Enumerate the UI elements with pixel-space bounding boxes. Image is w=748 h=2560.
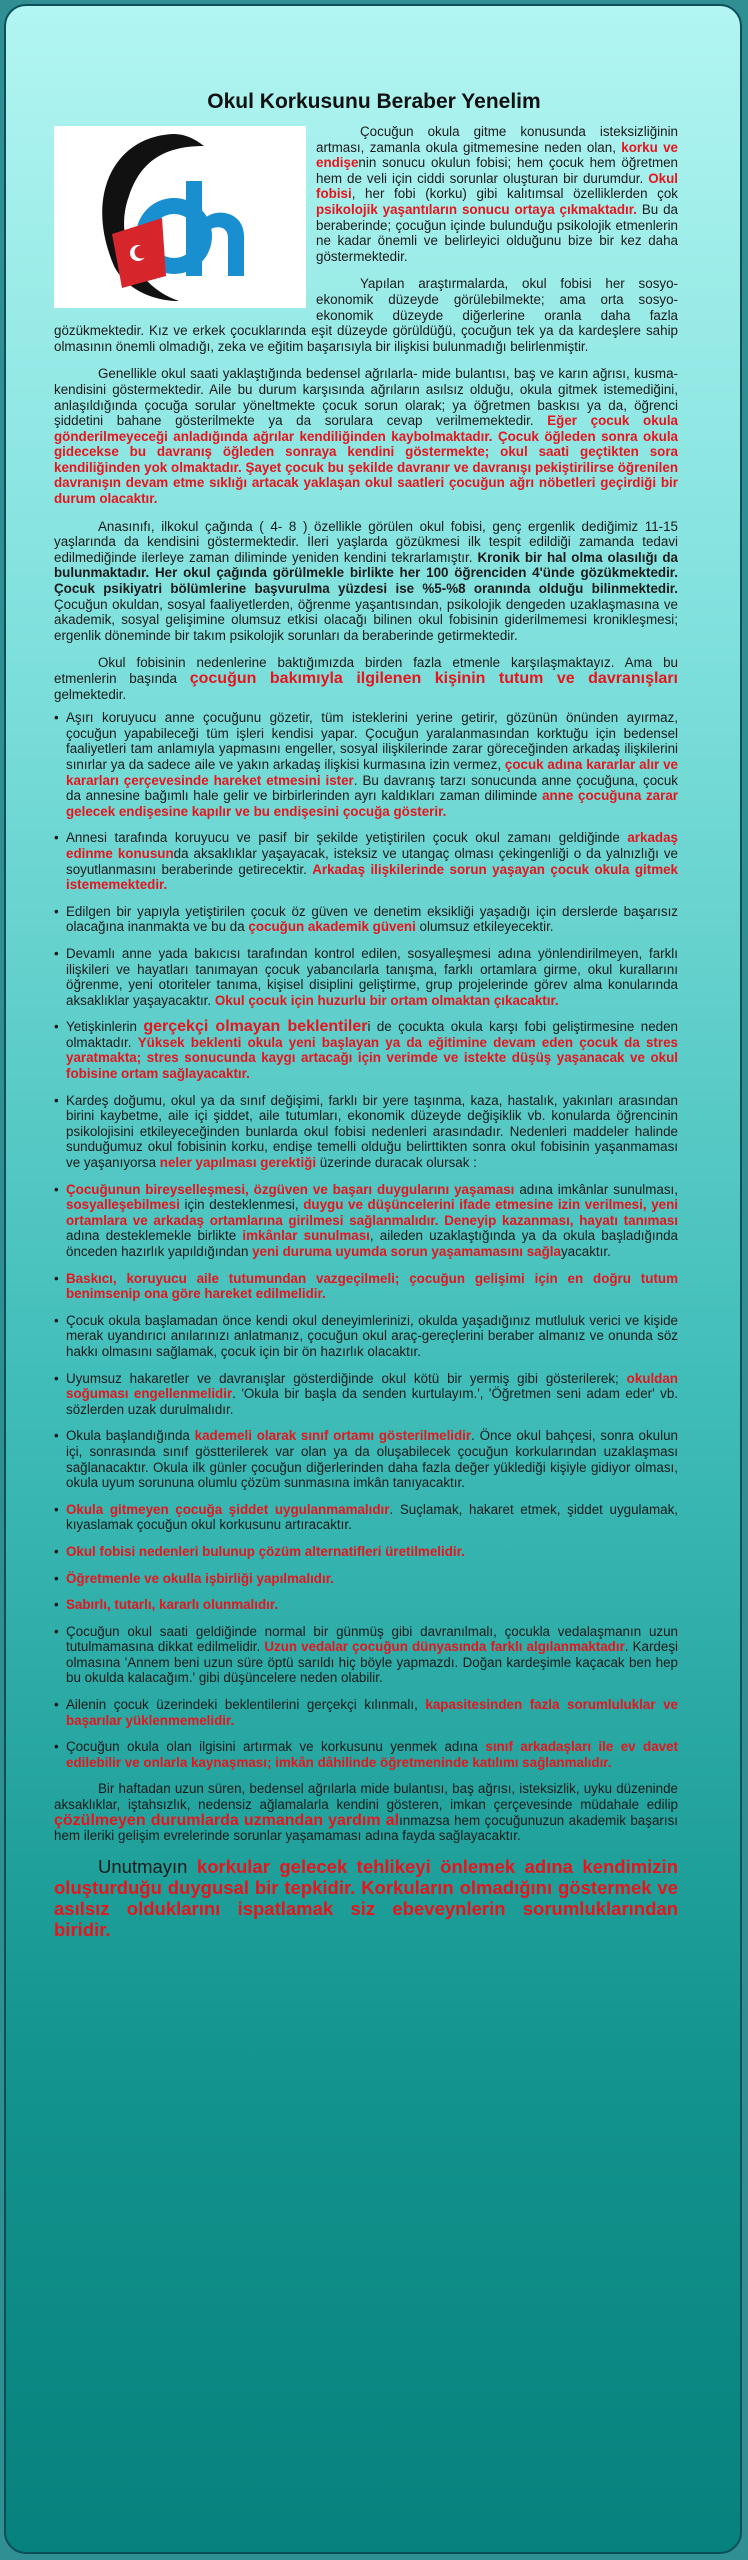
body-text: Ailenin çocuk üzerindeki beklentilerini gerçekçi kılınmalı, xyxy=(66,1697,426,1713)
highlight-text: arkadaş edinme konusun xyxy=(66,830,678,861)
body-text: Okula başlandığında xyxy=(66,1428,195,1444)
body-text: Aşırı koruyucu anne çocuğunu gözetir, tüm isteklerini yerine getirir, gözünün önünden ayırmaz, çocuğun yapabileceği tüm işleri kendisi yapar. Çocuğun yaralanmasından korktuğu için bedensel faaliyetleri tam anlamıyla yapmasını engeller, sosyal ilişkilerinde zarar göreceğinden arkadaş ilişkilerini sınırlar ya da sadece aile ve yakın arkadaş ilişkisi kurmasına izin vermez, xyxy=(66,710,678,772)
list-item xyxy=(54,904,678,935)
body-text: Çocuğun okul saati geldiğinde normal bir günmüş gibi davranılmalı, çocukla vedalaşmanın uzun tutulmamasına dikkat edilmelidir. xyxy=(66,1623,678,1655)
body-text: ınmazsa hem çocuğunuzun akademik başarısı hem ileriki gelişim evrelerinde sorunlar yaşamaması adına fayda sağlayacaktır. xyxy=(54,1812,678,1844)
body-text: nin sonucu okulun fobisi; hem çocuk hem öğretmen hem de veli için ciddi sorunlar oluşturan bir durumdur. xyxy=(316,155,678,186)
body-text: . Önce okul bahçesi, sonra okulun içi, sonrasında sınıf göstterilerek var olan ya da oluşabilecek çocuğun korkularından uzaklaşması sağlanacaktır. Okula ilk günler çocuğun diğerlerinden daha fazla değer yüklediği kişiyle gidiyor olması, okula uyum sorununa olumlu çözüm sunmasına imkân tanıyacaktır. xyxy=(66,1428,678,1491)
body-text: Devamlı anne yada bakıcısı tarafından kontrol edilen, sosyalleşmesi adına yönlendirilmeyen, farklı ilişkileri ve hayatları tanımayan çocuk yabancılarla tanışma, farklı ortamlara girme, okul kurallarını öğrenme, yeni otoriteler tanıma, kişisel disiplini geliştirme, grup projelerinde görev alma konularında aksaklıklar yaşayacaktır. xyxy=(66,945,678,1008)
list-item xyxy=(54,1597,678,1613)
body-text: Bu da beraberinde; çocuğun içinde bulunduğu psikolojik etmenlerin ne kadar önemli ve belirleyici olduğunu bize bir kez daha göstermektedir. xyxy=(316,201,678,264)
list-item xyxy=(54,1624,678,1686)
body-text: için desteklenmesi, xyxy=(179,1197,304,1213)
page-title: Okul Korkusunu Beraber Yenelim xyxy=(207,90,541,113)
highlight-text: kademeli olarak sınıf ortamı gösterilmelidir xyxy=(194,1428,472,1444)
body-text: Kronik bir hal olma olasılığı da bulunmaktadır. Her okul çağında görülmekle birlikte her 100 öğrenciden 4'ünde gözükmektedir. Çocuk psikiyatri bölümlerine başvurulma yüzdesi ise %5-%8 oranında olduğu bilinmektedir. xyxy=(54,549,678,597)
body-text: Çocuğun okula gitme konusunda isteksizliğinin artması, zamanla okula gitmemesine neden olan, xyxy=(316,124,678,155)
highlight-text: korku ve endişe xyxy=(316,139,678,171)
body-text: Uyumsuz hakaretler ve davranışlar gösterdiğinde okul kötü bir yermiş gibi gösterilerek; xyxy=(66,1370,627,1386)
highlight-text: sınıf arkadaşları ile ev davet edilebilir ve onlarla kaynaşması; imkân dâhilinde öğretmeninde katılımı sağlanmalıdır. xyxy=(66,1739,678,1770)
highlight-text: Arkadaş ilişkilerinde sorun yaşayan çocuk okula gitmek istememektedir. xyxy=(66,861,679,893)
body-text: gelmektedir. xyxy=(54,686,127,702)
body-text: . Kardeşi olmasına 'Annem beni uzun süre öptü sarıldı hiç böyle yapmazdı. Doğan kardeşimle kaçacak ben hep bu okulda kalacağım.' gibi düşüncelere neden olabilir. xyxy=(66,1639,679,1686)
highlight-text: yeni duruma uyumda sorun yaşamamasını sağla xyxy=(252,1244,561,1259)
list-item xyxy=(54,1182,678,1260)
list-item xyxy=(54,1371,678,1418)
body-text: Okul fobisinin nedenlerine baktığımızda birden fazla etmenle karşılaşmaktayız. Ama bu etmenlerin başında xyxy=(54,655,678,686)
list-item xyxy=(54,1544,678,1560)
paragraph-age xyxy=(54,519,678,644)
paragraph-causes xyxy=(54,655,678,702)
body-text: Edilgen bir yapıyla yetiştirilen çocuk öz güven ve denetim eksikliği yaşadığı için derslerde başarısız olacağına inanmakta ve bu da xyxy=(66,903,678,935)
list-item xyxy=(54,1697,678,1728)
body-text: Yapılan araştırmalarda, okul fobisi her sosyo-ekonomik düzeyde görülebilmekte; ama orta sosyo-ekonomik düzeyde diğerlerine oranla daha fazla gözükmektedir. Kız ve erkek çocuklarında eşit düzeyde görüldüğü, çocuğun tek ya da kardeşlere sahip olmasının önemli olmadığı, zeka ve eğitim başarısıyla bir ilişkisi bulunmadığı belirlenmiştir. xyxy=(54,276,678,354)
body-text: Yetişkinlerin xyxy=(66,1019,144,1035)
list-item xyxy=(54,1093,678,1171)
list-item xyxy=(54,1571,678,1587)
cause-list xyxy=(54,710,678,1770)
body-text: , her fobi (korku) gibi kalıtımsal özelliklerden çok xyxy=(351,186,678,202)
body-text: Anasınıfı, ilkokul çağında ( 4- 8 ) özellikle görülen okul fobisi, genç ergenlik dediğimiz 11-15 yaşlarında da kendisini göstermektedir. İleri yaşlarda gözükmesi ilk tespit edildiği zamanda tedavi edilmediğinde ilerleye zaman diliminde yeniden kendini tekrarlamıştır. xyxy=(54,518,678,565)
highlight-text: Okul fobisi nedenleri bulunup çözüm alternatifleri üretilmelidir. xyxy=(66,1543,465,1559)
body-text: üzerinde duracak olursak : xyxy=(316,1155,477,1171)
body-text: adına imkânlar sunulması, xyxy=(514,1181,678,1197)
highlight-text: neler yapılması gerektiği xyxy=(159,1155,317,1171)
list-item xyxy=(54,1428,678,1490)
highlight-text: Öğretmenle ve okulla işbirliği yapılmalıdır. xyxy=(66,1570,334,1586)
highlight-text: Okul çocuk için huzurlu bir ortam olmaktan çıkacaktır. xyxy=(214,992,559,1008)
body-text: Çocuğun okuldan, sosyal faaliyetlerden, öğrenme yaşantısından, psikolojik dengeden uzaklaşmasına ve akademik, sosyal gelişimine olumsuz etkisi olacağı bilinen okul fobisinin giderilmemesi kronikleşmesi; ergenlik döneminde bir takım psikolojik sorunları da beraberinde getirmektedir. xyxy=(54,596,678,643)
body-text: Çocuk okula başlamadan önce kendi okul deneyimlerinizi, okulda yaşadığınız mutluluk verici ve kişide merak uyandırıcı anılarınızı anlatmanız, çocuğun okul araç-gereçlerini beraber almanız ve onunda söz hakkı olmasını sağlamak, çocuk için bir ön hazırlık olacaktır. xyxy=(66,1312,678,1359)
highlight-text: psikolojik yaşantıların sonucu ortaya çıkmaktadır. xyxy=(316,201,637,217)
list-item xyxy=(54,946,678,1008)
highlight-text: imkânlar sunulması xyxy=(242,1228,370,1244)
highlight-text: Çocuğunun bireyselleşmesi, özgüven ve başarı duygularını yaşaması xyxy=(66,1181,515,1197)
highlight-text: Yüksek beklenti okula yeni başlayan ya da eğitimine devam eden çocuk da stres yaratmakta; stres sonucunda kaygı artacağı için verimde ve istekte düşüş yaşanacak ve okul fobisine ortam sağlayacaktır. xyxy=(66,1034,678,1082)
highlight-text: Okul fobisi xyxy=(316,170,678,202)
list-item xyxy=(54,1313,678,1360)
article-body xyxy=(54,124,678,1952)
highlight-text: kapasitesinden fazla sorumluluklar ve başarılar yüklenmemelidir. xyxy=(66,1697,678,1728)
highlight-text: duygu ve düşüncelerini ifade etmesine izin verilmesi, yeni ortamlara ve arkadaş ortamlarına girilmesi sağlanmalıdır. Deneyip kazanması, hayatı tanıması xyxy=(66,1197,678,1228)
body-text: Genellikle okul saati yaklaştığında bedensel ağrılarla- mide bulantısı, baş ve karın ağrısı, kusma- kendisini göstermektedir. Aile bu durum karşısında ağrıların asılsız olduğu, okula gitmek istemediğini, anlaşıldığında çocuğa sorular yöneltmekte çocuk sorun olarak; ya öğretmen baskısı ya da, öğrenci şiddetini bahane gösterilmekte ya da sorulara cevap verilmemektedir. xyxy=(54,366,678,429)
paragraph-conclusion xyxy=(54,1856,678,1940)
body-text: Çocuğun okula olan ilgisini artırmak ve korkusunu yenmek adına xyxy=(66,1739,486,1755)
body-text: . 'Okula bir başla da senden kurtulayım.', 'Öğretmen seni adam eder' vb. sözlerden uzak durulmalıdır. xyxy=(66,1386,678,1417)
highlight-text: Uzun vedalar çocuğun dünyasında farklı algılanmaktadır xyxy=(264,1639,625,1655)
highlight-text: okuldan soğuması engellenmelidir xyxy=(66,1370,678,1402)
body-text: Bir haftadan uzun süren, bedensel ağrılarla mide bulantısı, baş ağrısı, isteksizlik, uyku düzeninde aksaklıklar, iştahsızlık, nedensiz ağlamalarla kendini gösteren, imkan çerçevesinde müdahale edilip xyxy=(54,1781,678,1813)
highlight-text: Eğer çocuk okula gönderilmeyeceği anladığında ağrılar kendiliğinden kaybolmaktadır. Çocuk öğleden sonra okula gidecekse bu davranış öğleden sonraya kendini göstermekte; okul saati geçtikten sora kendiliğinden yok olmaktadır. Şayet çocuk bu şekilde davranır ve davranışı pekiştirilirse öğrenilen davranışın devam etme sıklığı artacak yaklaşan okul saatleri çocuğun ağrı nöbetleri geçirdiği bir durum olacaktır. xyxy=(54,413,678,507)
highlight-text: Baskıcı, koruyucu aile tutumundan vazgeçilmeli; çocuğun gelişimi için en doğru tutum benimsenip ona göre hareket edilmelidir. xyxy=(66,1270,678,1302)
body-text: , aileden uzaklaştığında ya da okula başladığında önceden hazırlık yapıldığından xyxy=(66,1228,678,1259)
logo xyxy=(54,126,306,308)
body-text: i de çocukta okula karşı fobi geliştirmesine neden olmaktadır. xyxy=(66,1019,678,1050)
highlight-text: Okula gitmeyen çocuğa şiddet uygulanmamalıdır xyxy=(66,1501,390,1517)
body-text: Kardeş doğumu, okul ya da sınıf değişimi, farklı bir yere taşınma, kaza, hastalık, yakınları arasından birini kaybetme, aile içi şiddet, aile tutumları, ekonomik düzeyde değişiklik vb. konularda öğrencinin psikolojisini etkileyeceğinden bunlarda okul fobisi nedenleri arasındadır. Nedenleri maddeler halinde sunduğumuz okul fobisinin korku, endişe temelli olduğu belirttikten sonra okul fobisinin yaşanmaması ve yaşanıyorsa xyxy=(66,1092,678,1171)
paragraph-symptoms xyxy=(54,366,678,506)
highlight-text: Sabırlı, tutarlı, kararlı olunmalıdır. xyxy=(66,1597,279,1613)
logo-graphic xyxy=(54,126,306,308)
list-item xyxy=(54,1502,678,1533)
list-item xyxy=(54,1739,678,1770)
highlight-text: gerçekçi olmayan beklentiler xyxy=(143,1018,368,1036)
body-text: da aksaklıklar yaşayacak, isteksiz ve utangaç olması çekingenliği o da yalnızlığı ve soyutlanmasını beraberinde getirecektir. xyxy=(66,845,678,877)
list-item xyxy=(54,710,678,819)
body-text: olumsuz etkileyecektir. xyxy=(415,919,554,935)
highlight-text: çocuğun akademik güveni xyxy=(248,919,416,935)
list-item xyxy=(54,1019,678,1081)
highlight-text: korkular gelecek tehlikeyi önlemek adına kendimizin oluşturduğu duygusal bir tepkidir. Korkuların olmadığını göstermek ve asılsız olduklarını ispatlamak siz ebeveynlerin sorumluklarından biridir. xyxy=(54,1855,678,1940)
body-text: adına desteklemekle birlikte xyxy=(66,1228,243,1244)
body-text: . Bu davranış tarzı sonucunda anne çocuğuna, çocuk da annesine bağımlı hale gelir ve birbirlerinden ayrı kaldıkları zaman diliminde xyxy=(66,772,678,804)
list-item xyxy=(54,1271,678,1302)
highlight-text: anne çocuğuna zarar gelecek endişesine kapılır ve bu endişesini çocuğa gösterir. xyxy=(66,788,678,819)
body-text: . Suçlamak, hakaret etmek, şiddet uygulamak, kıyaslamak çocuğun okul korkusunu artıracaktır. xyxy=(66,1501,678,1533)
highlight-text: çocuğun bakımıyla ilgilenen kişinin tutum ve davranışları xyxy=(189,670,678,687)
highlight-text: çözülmeyen durumlarda uzmandan yardım al xyxy=(54,1811,400,1829)
body-text: Unutmayın xyxy=(98,1855,197,1877)
highlight-text: çocuk adına kararlar alır ve kararları çerçevesinde hareket etmesini ister xyxy=(66,756,678,788)
highlight-text: sosyalleşebilmesi xyxy=(66,1197,180,1213)
paragraph-expert xyxy=(54,1781,678,1843)
body-text: Annesi tarafında koruyucu ve pasif bir şekilde yetiştirilen çocuk okul zamanı geldiğinde xyxy=(66,830,628,846)
body-text: yacaktır. xyxy=(560,1244,611,1259)
list-item xyxy=(54,830,678,892)
